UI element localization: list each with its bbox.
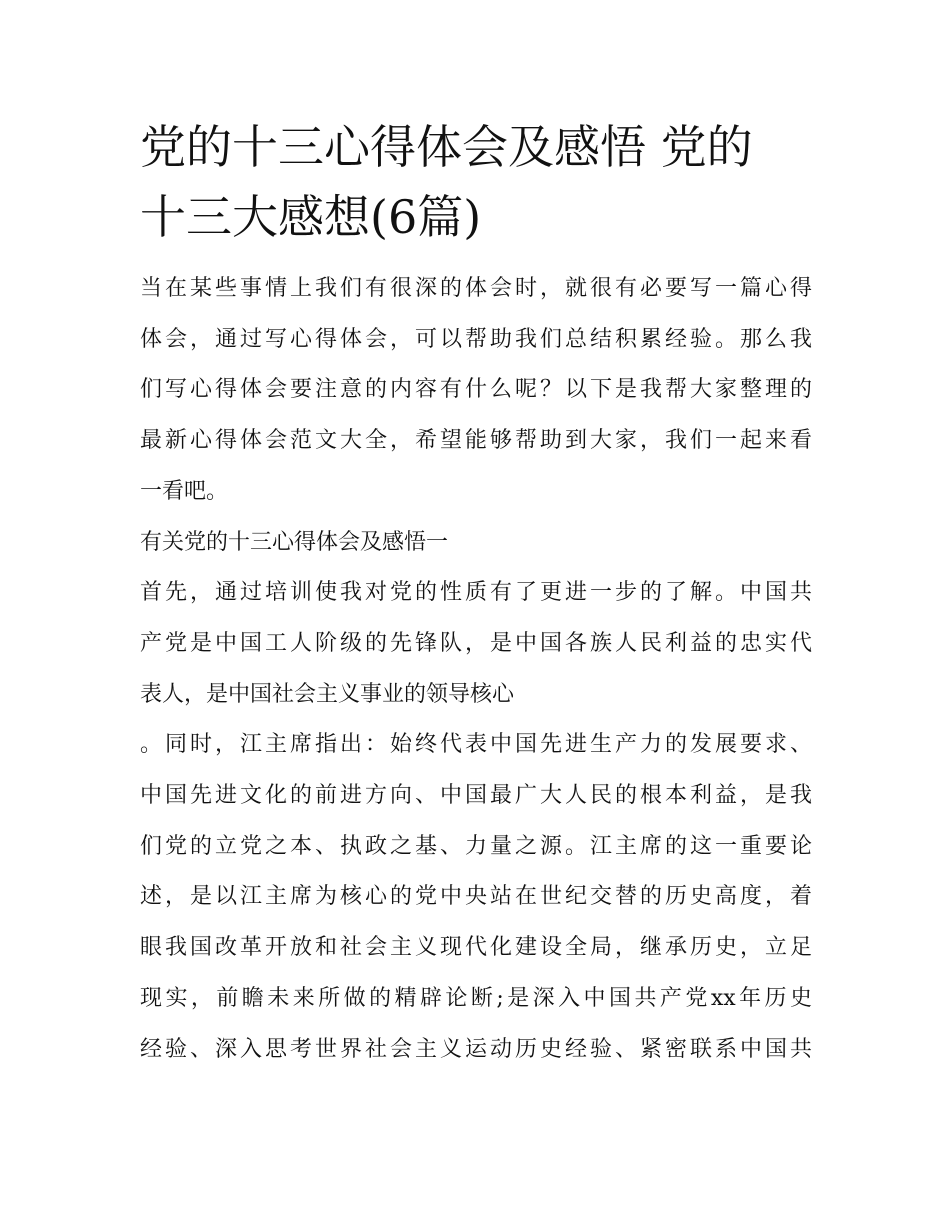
para2-line-4: 述，是以江主席为核心的党中央站在世纪交替的历史高度，着 bbox=[140, 884, 812, 910]
intro-line-4: 最新心得体会范文大全，希望能够帮助到大家，我们一起来看 bbox=[140, 428, 812, 454]
para2-line-2: 中国先进文化的前进方向、中国最广大人民的根本利益，是我 bbox=[140, 783, 812, 809]
para1-line-3: 表人，是中国社会主义事业的领导核心 bbox=[140, 681, 515, 707]
intro-line-1: 当在某些事情上我们有很深的体会时，就很有必要写一篇心得 bbox=[140, 276, 812, 301]
section-heading bbox=[140, 518, 812, 569]
title-line-2: 十三大感想(6篇) bbox=[140, 190, 482, 244]
section-heading-text: 有关党的十三心得体会及感悟一 bbox=[140, 529, 449, 555]
para1-line-2: 产党是中国工人阶级的先锋队，是中国各族人民利益的忠实代 bbox=[140, 630, 812, 656]
intro-paragraph bbox=[140, 264, 812, 518]
document-page bbox=[140, 112, 812, 1075]
para2-line-7: 经验、深入思考世界社会主义运动历史经验、紧密联系中国共 bbox=[140, 1036, 812, 1062]
paragraph-2 bbox=[140, 720, 812, 1075]
intro-line-5: 一看吧。 bbox=[140, 478, 229, 504]
paragraph-1 bbox=[140, 568, 812, 720]
document-title bbox=[140, 112, 812, 252]
title-line-1: 党的十三心得体会及感悟 党的 bbox=[140, 120, 753, 174]
para1-line-1: 首先，通过培训使我对党的性质有了更进一步的了解。中国共 bbox=[140, 580, 812, 606]
intro-line-2: 体会，通过写心得体会，可以帮助我们总结积累经验。那么我 bbox=[140, 326, 812, 352]
para2-line-3: 们党的立党之本、执政之基、力量之源。江主席的这一重要论 bbox=[140, 833, 812, 859]
document-body bbox=[140, 264, 812, 1075]
para2-line-6: 现实，前瞻未来所做的精辟论断;是深入中国共产党xx年历史 bbox=[140, 985, 812, 1011]
para2-line-1: 。同时，江主席指出：始终代表中国先进生产力的发展要求、 bbox=[140, 732, 812, 758]
para2-line-5: 眼我国改革开放和社会主义现代化建设全局，继承历史，立足 bbox=[140, 935, 812, 961]
intro-line-3: 们写心得体会要注意的内容有什么呢？以下是我帮大家整理的 bbox=[140, 377, 812, 403]
